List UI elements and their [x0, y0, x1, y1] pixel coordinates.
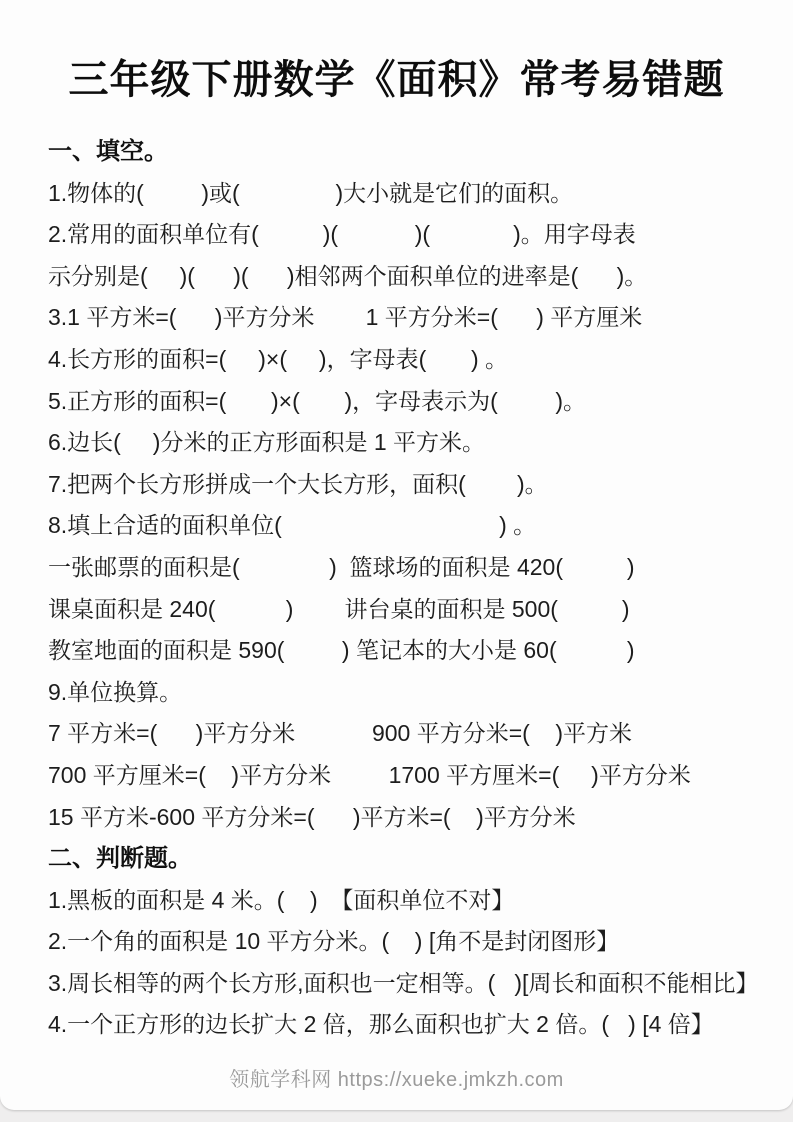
fill-blank-line-8: 7.把两个长方形拼成一个大长方形，面积( )。 — [48, 470, 548, 497]
fill-blank-line-11: 课桌面积是 240( ) 讲台桌的面积是 500( ) — [48, 595, 630, 622]
fill-blank-line-7: 6.边长( )分米的正方形面积是 1 平方米。 — [48, 429, 486, 456]
fill-blank-line-9: 8.填上合适的面积单位( ) 。 — [48, 512, 537, 539]
fill-blank-line-4: 3.1 平方米=( )平方分米 1 平方分米=( ) 平方厘米 — [48, 304, 643, 331]
section-2-heading: 二、判断题。 — [48, 845, 192, 873]
fill-blank-line-2: 2.常用的面积单位有( )( )( )。用字母表 — [48, 221, 636, 248]
fill-blank-line-12: 教室地面的面积是 590( ) 笔记本的大小是 60( ) — [48, 637, 635, 664]
footer-url: https://xueke.jmkzh.com — [337, 1069, 564, 1091]
fill-blank-line-1: 1.物体的( )或( )大小就是它们的面积。 — [48, 179, 574, 206]
fill-blank-line-15: 700 平方厘米=( )平方分米 1700 平方厘米=( )平方分米 — [48, 761, 691, 788]
fill-blank-line-3: 示分别是( )( )( )相邻两个面积单位的进率是( )。 — [48, 262, 648, 289]
fill-blank-line-16: 15 平方米-600 平方分米=( )平方米=( )平方分米 — [48, 803, 576, 830]
footer — [0, 1063, 793, 1092]
worksheet-body — [0, 103, 793, 1046]
judgment-line-2: 2.一个角的面积是 10 平方分米。( ) [角不是封闭图形】 — [48, 928, 620, 955]
judgment-line-4: 4.一个正方形的边长扩大 2 倍，那么面积也扩大 2 倍。( ) [4 倍】 — [48, 1011, 714, 1038]
fill-blank-line-5: 4.长方形的面积=( )×( )，字母表( ) 。 — [48, 345, 509, 372]
fill-blank-line-6: 5.正方形的面积=( )×( )，字母表示为( )。 — [48, 387, 586, 414]
page-title: 三年级下册数学《面积》常考易错题 — [68, 58, 725, 102]
footer-site-name: 领航学科网 — [229, 1069, 332, 1091]
judgment-line-1: 1.黑板的面积是 4 米。( ) 【面积单位不对】 — [48, 886, 515, 913]
fill-blank-line-13: 9.单位换算。 — [48, 678, 183, 705]
fill-blank-line-10: 一张邮票的面积是( ) 篮球场的面积是 420( ) — [48, 553, 635, 580]
judgment-line-3: 3.周长相等的两个长方形,面积也一定相等。( )[周长和面积不能相比】 — [48, 969, 759, 996]
section-1-heading: 一、填空。 — [48, 138, 168, 165]
fill-blank-line-14: 7 平方米=( )平方分米 900 平方分米=( )平方米 — [48, 720, 633, 747]
